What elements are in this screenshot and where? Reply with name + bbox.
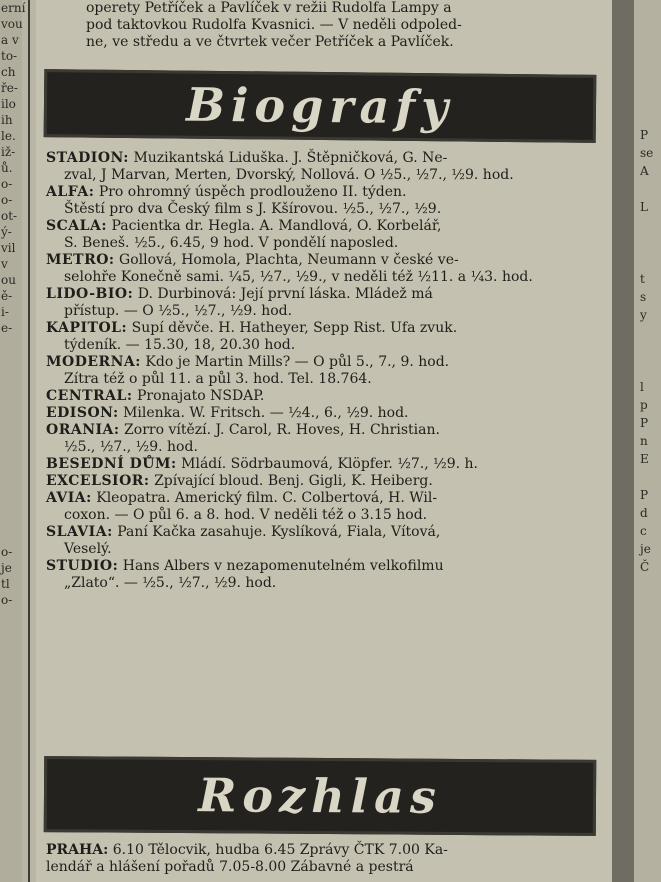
left-fragment: e- (1, 321, 13, 335)
left-fragment: to- (1, 49, 18, 63)
left-fragment (0, 528, 22, 544)
left-fragment: o- (1, 177, 13, 191)
listing-text: Pro ohromný úspěch prodlouženo II. týden. (98, 184, 407, 200)
left-fragment: a v (1, 33, 19, 47)
right-fragment: p (640, 398, 648, 412)
right-fragment: E (640, 452, 649, 466)
right-fragment: t (640, 272, 645, 286)
biografy-title: Biografy (185, 77, 455, 135)
listing-besedni-dum (46, 456, 606, 473)
listing-text: Hans Albers v nezapomenutelném velkofilmu (122, 558, 444, 574)
left-fragment: vil (1, 241, 16, 255)
right-fragment (634, 36, 661, 54)
listing-cont: selohře Konečně sami. ¼5, ½7., ½9., v neděli též ½11. a ¼3. hod. (64, 269, 533, 285)
left-fragment: ou (1, 273, 16, 287)
listing-cont: týdeník. — 15.30, 18, 20.30 hod. (64, 337, 296, 353)
listing-alfa (46, 184, 606, 218)
left-fragment (0, 368, 22, 384)
listing-cont: Veselý. (64, 541, 112, 557)
left-fragment (0, 480, 22, 496)
cinema-name: KAPITOL: (46, 320, 128, 336)
cinema-name: STUDIO: (46, 558, 119, 574)
text-line: pod taktovkou Rudolfa Kvasnici. — V neděli odpoled- (86, 17, 462, 33)
listing-text: Mládí. Södrbaumová, Klöpfer. ½7., ½9. h. (181, 456, 479, 472)
listing-central (46, 388, 606, 405)
left-fragment (0, 400, 22, 416)
listing-text: Kdo je Martin Mills? — O půl 5., 7., 9. hod. (145, 354, 450, 370)
right-fragment (634, 252, 661, 270)
listing-text: Muzikantská Liduška. J. Štěpničková, G. Ne- (133, 150, 448, 166)
left-fragment (0, 464, 22, 480)
cinema-name: ORANIA: (46, 422, 120, 438)
listing-avia (46, 490, 606, 524)
left-fragment (0, 336, 22, 352)
cinema-name: METRO: (46, 252, 115, 268)
right-fragment (634, 72, 661, 90)
right-fragment: se (640, 146, 654, 160)
left-fragment: ý- (1, 225, 12, 239)
text-line: ne, ve středu a ve čtvrtek večer Petříček a Pavlíček. (86, 34, 454, 50)
right-fragment: s (640, 290, 647, 304)
left-fragment (0, 496, 22, 512)
cinema-name: CENTRAL: (46, 388, 133, 404)
listing-text: Kleopatra. Americký film. C. Colbertová, H. Wil- (96, 490, 438, 506)
main-column (36, 0, 612, 882)
right-fragment: L (640, 200, 648, 214)
radio-listing-praha (46, 842, 606, 876)
right-fragment (634, 54, 661, 72)
right-fragment: P (640, 416, 649, 430)
listing-cont: „Zlato“. — ½5., ½7., ½9. hod. (64, 575, 277, 591)
listing-text: Pacientka dr. Hegla. A. Mandlová, O. Korbelář, (111, 218, 442, 234)
right-fragment: je (640, 542, 651, 556)
cinema-name: AVIA: (46, 490, 92, 506)
left-fragment: ilo (1, 97, 16, 111)
right-fragment: Č (640, 560, 650, 574)
left-fragment: ře- (1, 81, 18, 95)
listing-cont: Štěstí pro dva Český film s J. Kšírovou. ½5., ½7., ½9. (64, 201, 442, 217)
text-line: operety Petříček a Pavlíček v režii Rudolfa Lampy a (86, 0, 452, 16)
radio-text-cont: lendář a hlášení pořadů 7.05-8.00 Zábavné a pestrá (46, 859, 414, 875)
listing-cont: zval, J Marvan, Merten, Dvorský, Nollová. O ½5., ½7., ½9. hod. (64, 167, 514, 183)
left-fragment (0, 352, 22, 368)
biografy-heading (44, 69, 597, 143)
listing-text: Zorro vítězí. J. Carol, R. Hoves, H. Christian. (124, 422, 440, 438)
left-fragment (0, 512, 22, 528)
page-gutter (612, 0, 634, 882)
left-fragment: ot- (1, 209, 18, 223)
cinema-name: LIDO-BIO: (46, 286, 134, 302)
cinema-listings (46, 150, 606, 592)
left-fragment: le. (1, 129, 16, 143)
right-fragment (634, 468, 661, 486)
right-fragment: A (640, 164, 649, 178)
right-fragment (634, 0, 661, 18)
listing-scala (46, 218, 606, 252)
listing-lido-bio (46, 286, 606, 320)
right-fragment: d (640, 506, 648, 520)
cinema-name: ALFA: (46, 184, 95, 200)
listing-text: Pronajato NSDAP. (137, 388, 265, 404)
left-fragment: vou (1, 17, 23, 31)
left-fragment: o- (1, 545, 13, 559)
left-fragment: i- (1, 305, 9, 319)
listing-text: Milenka. W. Fritsch. — ½4., 6., ½9. hod. (123, 405, 409, 421)
left-fragment: o- (1, 193, 13, 207)
left-column-fragments (0, 0, 26, 882)
cinema-name: SCALA: (46, 218, 107, 234)
left-fragment (0, 416, 22, 432)
right-fragment (634, 216, 661, 234)
listing-text: Gollová, Homola, Plachta, Neumann v české ve- (119, 252, 459, 268)
left-fragment: ě- (1, 289, 13, 303)
left-fragment: ch (1, 65, 16, 79)
listing-cont: ½5., ½7., ½9. hod. (64, 439, 198, 455)
right-fragment: c (640, 524, 647, 538)
right-fragment (634, 180, 661, 198)
left-fragment: o- (1, 593, 13, 607)
listing-kapitol (46, 320, 606, 354)
listing-moderna (46, 354, 606, 388)
right-column-fragments (634, 0, 661, 882)
listing-cont: přístup. — O ½5., ½7., ½9. hod. (64, 303, 293, 319)
listing-edison (46, 405, 606, 422)
right-fragment (634, 18, 661, 36)
column-rule (28, 0, 30, 882)
listing-excelsior (46, 473, 606, 490)
left-fragment: je (1, 561, 12, 575)
left-fragment: iž- (1, 145, 16, 159)
cinema-name: MODERNA: (46, 354, 141, 370)
left-fragment: v (1, 257, 8, 271)
left-fragment (0, 384, 22, 400)
station-name: PRAHA: (46, 842, 109, 858)
rozhlas-heading (44, 756, 597, 836)
left-fragment (0, 448, 22, 464)
left-fragment: ih (1, 113, 13, 127)
listing-text: D. Durbinová: Její první láska. Mládež má (137, 286, 433, 302)
cinema-name: STADION: (46, 150, 129, 166)
listing-studio (46, 558, 606, 592)
left-fragment (0, 432, 22, 448)
right-fragment (634, 90, 661, 108)
right-fragment (634, 234, 661, 252)
right-fragment (634, 360, 661, 378)
cinema-name: EXCELSIOR: (46, 473, 150, 489)
radio-text: 6.10 Tělocvik, hudba 6.45 Zprávy ČTK 7.00 Ka- (112, 842, 448, 858)
right-fragment: P (640, 128, 649, 142)
listing-metro (46, 252, 606, 286)
right-fragment: y (640, 308, 647, 322)
listing-slavia (46, 524, 606, 558)
cinema-name: EDISON: (46, 405, 119, 421)
right-fragment (634, 342, 661, 360)
right-fragment: P (640, 488, 649, 502)
listing-cont: Zítra též o půl 11. a půl 3. hod. Tel. 18.764. (64, 371, 372, 387)
listing-cont: S. Beneš. ½5., 6.45, 9 hod. V pondělí naposled. (64, 235, 399, 251)
cinema-name: BESEDNÍ DŮM: (46, 456, 177, 472)
left-fragment: erní (1, 1, 26, 15)
listing-stadion (46, 150, 606, 184)
right-fragment (634, 324, 661, 342)
right-fragment: n (640, 434, 648, 448)
left-fragment: tl (1, 577, 10, 591)
theatre-note (46, 0, 606, 51)
listing-text: Paní Kačka zasahuje. Kyslíková, Fiala, Vítová, (117, 524, 441, 540)
right-fragment: l (640, 380, 644, 394)
rozhlas-title: Rozhlas (197, 768, 443, 824)
left-fragment: ů. (1, 161, 13, 175)
listing-text: Supí děvče. H. Hatheyer, Sepp Rist. Ufa zvuk. (131, 320, 458, 336)
cinema-name: SLAVIA: (46, 524, 113, 540)
right-fragment (634, 108, 661, 126)
listing-text: Zpívající bloud. Benj. Gigli, K. Heiberg. (154, 473, 433, 489)
listing-cont: coxon. — O půl 6. a 8. hod. V neděli též o 3.15 hod. (64, 507, 428, 523)
listing-orania (46, 422, 606, 456)
